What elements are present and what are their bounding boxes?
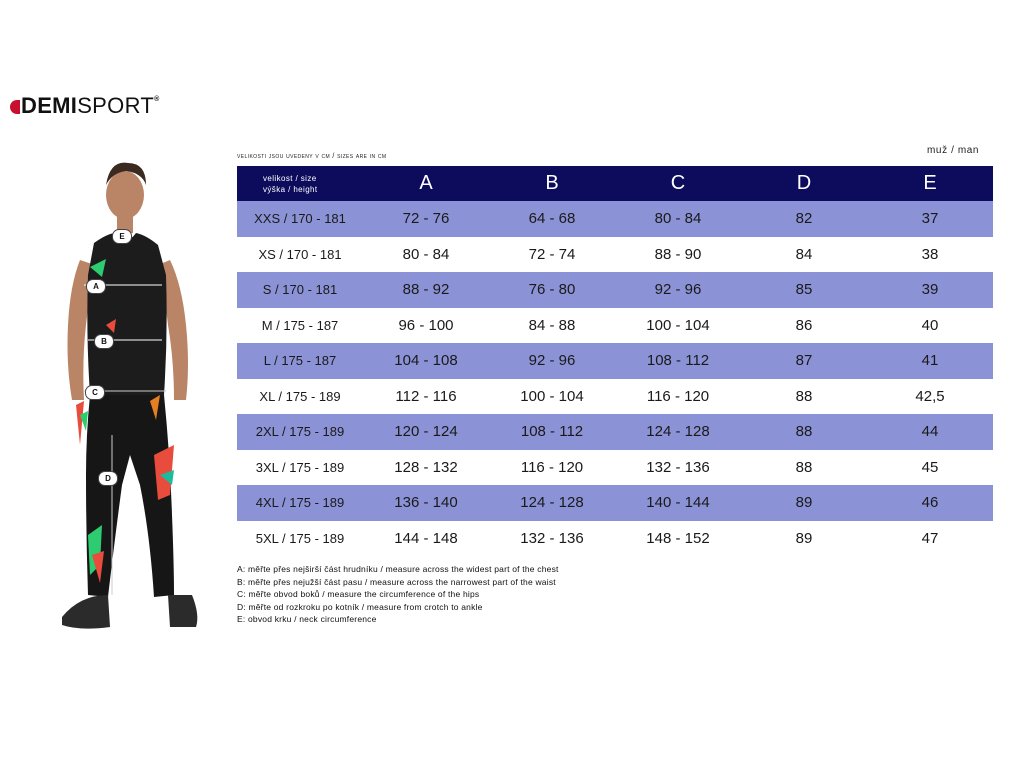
- value-cell-c: 108 - 112: [646, 352, 710, 370]
- table-row: [237, 450, 993, 486]
- value-cell-a: 96 - 100: [398, 316, 454, 334]
- value-cell-e: 38: [921, 245, 939, 263]
- size-cell: 2XL / 175 - 189: [255, 424, 345, 440]
- size-cell: 4XL / 175 - 189: [255, 495, 345, 511]
- marker-b: B: [94, 334, 114, 349]
- table-row: [237, 379, 993, 415]
- value-cell-c: 148 - 152: [646, 529, 710, 547]
- legend-item-e: E: obvod krku / neck circumference: [237, 614, 377, 624]
- value-cell-b: 92 - 96: [528, 352, 576, 370]
- column-header-c: C: [670, 172, 686, 194]
- logo-registered: ®: [154, 96, 160, 103]
- value-cell-e: 39: [921, 281, 939, 299]
- logo-demi: DEMI: [21, 93, 78, 118]
- table-row: [237, 201, 993, 237]
- value-cell-b: 72 - 74: [528, 245, 576, 263]
- size-cell: 3XL / 175 - 189: [255, 459, 345, 475]
- value-cell-b: 132 - 136: [520, 529, 584, 547]
- legend-item-d: D: měřte od rozkroku po kotník / measure from crotch to ankle: [237, 601, 483, 612]
- value-cell-e: 45: [921, 458, 939, 476]
- table-row: [237, 414, 993, 450]
- value-cell-b: 100 - 104: [520, 387, 584, 405]
- value-cell-c: 132 - 136: [646, 458, 710, 476]
- size-cell: S / 170 - 181: [262, 282, 338, 298]
- value-cell-a: 104 - 108: [394, 352, 458, 370]
- value-cell-c: 100 - 104: [646, 316, 710, 334]
- logo-mark-icon: [10, 100, 20, 114]
- marker-a: A: [86, 279, 106, 294]
- value-cell-d: 88: [795, 458, 813, 476]
- value-cell-c: 140 - 144: [646, 494, 710, 512]
- value-cell-c: 88 - 90: [654, 245, 702, 263]
- value-cell-b: 108 - 112: [520, 423, 584, 441]
- athlete-illustration: [50, 155, 220, 645]
- value-cell-a: 136 - 140: [394, 494, 458, 512]
- header-label-height: výška / height: [263, 185, 318, 194]
- value-cell-e: 44: [921, 423, 939, 441]
- table-row: [237, 308, 993, 344]
- value-cell-d: 84: [795, 245, 813, 263]
- legend-item-a: A: měřte přes nejširší část hrudníku / measure across the widest part of the chest: [237, 564, 559, 574]
- table-row: [237, 521, 993, 557]
- value-cell-d: 86: [795, 316, 813, 334]
- size-cell: 5XL / 175 - 189: [255, 530, 345, 546]
- column-header-b: B: [545, 172, 559, 194]
- legend-item-c: C: měřte obvod boků / measure the circumference of the hips: [237, 589, 480, 599]
- size-cell: XL / 175 - 189: [259, 388, 341, 404]
- value-cell-b: 116 - 120: [520, 458, 584, 476]
- value-cell-a: 72 - 76: [402, 210, 450, 228]
- value-cell-b: 64 - 68: [528, 210, 576, 228]
- value-cell-a: 128 - 132: [394, 458, 458, 476]
- column-header-d: D: [796, 172, 812, 194]
- value-cell-c: 80 - 84: [654, 210, 702, 228]
- value-cell-e: 40: [921, 316, 939, 334]
- size-cell: L / 175 - 187: [263, 353, 337, 369]
- table-header: [237, 166, 993, 201]
- value-cell-d: 82: [795, 210, 813, 228]
- header-size-label: [237, 166, 363, 201]
- value-cell-a: 144 - 148: [394, 529, 458, 547]
- value-cell-d: 85: [795, 281, 813, 299]
- marker-d: D: [98, 471, 118, 486]
- brand-logo: [10, 93, 160, 119]
- size-cell: XS / 170 - 181: [258, 246, 342, 262]
- header-label-size: velikost / size: [263, 174, 317, 183]
- value-cell-a: 88 - 92: [402, 281, 450, 299]
- value-cell-e: 42,5: [915, 387, 945, 405]
- value-cell-e: 37: [921, 210, 939, 228]
- marker-e: E: [112, 229, 132, 244]
- table-row: [237, 272, 993, 308]
- value-cell-d: 88: [795, 423, 813, 441]
- value-cell-a: 80 - 84: [402, 245, 450, 263]
- value-cell-b: 76 - 80: [528, 281, 576, 299]
- value-cell-d: 88: [795, 387, 813, 405]
- value-cell-d: 89: [795, 529, 813, 547]
- table-body: [237, 201, 993, 556]
- table-row: [237, 485, 993, 521]
- value-cell-d: 87: [795, 352, 813, 370]
- size-cell: M / 175 - 187: [261, 317, 339, 333]
- marker-c: C: [85, 385, 105, 400]
- table-row: [237, 237, 993, 273]
- value-cell-e: 46: [921, 494, 939, 512]
- value-cell-e: 47: [921, 529, 939, 547]
- athlete-figure: [50, 155, 220, 645]
- value-cell-b: 124 - 128: [520, 494, 584, 512]
- value-cell-c: 92 - 96: [654, 281, 702, 299]
- value-cell-e: 41: [921, 352, 939, 370]
- gender-label: muž / man: [927, 145, 980, 156]
- logo-sport: SPORT: [77, 93, 155, 118]
- value-cell-b: 84 - 88: [528, 316, 576, 334]
- legend-item-b: B: měřte přes nejužší část pasu / measure across the narrowest part of the waist: [237, 576, 556, 587]
- value-cell-d: 89: [795, 494, 813, 512]
- table-row: [237, 343, 993, 379]
- size-table: [237, 166, 993, 556]
- value-cell-c: 116 - 120: [646, 387, 710, 405]
- value-cell-a: 112 - 116: [395, 387, 457, 405]
- size-cell: XXS / 170 - 181: [254, 211, 346, 227]
- column-header-a: A: [419, 172, 433, 194]
- sizes-note: velikosti jsou uvedeny v cm / sizes are in cm: [237, 153, 387, 160]
- measurement-legend: [237, 563, 559, 626]
- value-cell-c: 124 - 128: [646, 423, 710, 441]
- column-header-e: E: [923, 172, 937, 194]
- value-cell-a: 120 - 124: [394, 423, 458, 441]
